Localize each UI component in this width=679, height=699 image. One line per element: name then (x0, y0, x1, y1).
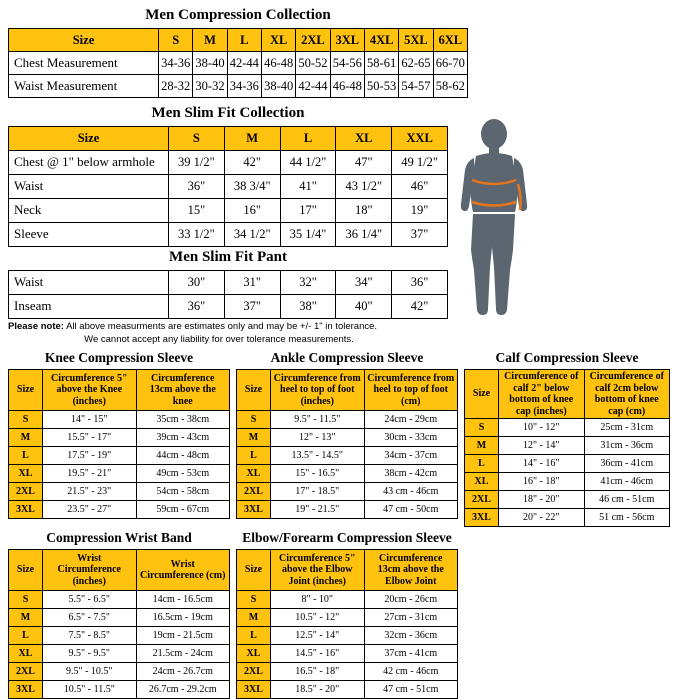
row-size: 2XL (237, 483, 271, 501)
cell: 38-40 (193, 52, 227, 75)
table-row (9, 447, 230, 465)
men-slim-fit-pant-block (8, 246, 448, 319)
column-header: Size (465, 370, 499, 419)
compression-wrist-band-block (8, 528, 230, 699)
table-row (9, 609, 230, 627)
column-header: Wrist Circumference (inches) (43, 550, 137, 591)
cell: 21.5cm - 24cm (136, 645, 230, 663)
men-compression-table (8, 28, 468, 98)
cell: 6.5" - 7.5" (43, 609, 137, 627)
row-label: Waist (9, 271, 169, 295)
cell: 9.5" - 9.5" (43, 645, 137, 663)
calf-table (464, 369, 670, 527)
row-size: M (465, 437, 499, 455)
table-row (9, 429, 230, 447)
cell: 46 cm - 51cm (584, 491, 670, 509)
row-size: 2XL (237, 663, 271, 681)
cell: 35 1/4" (280, 223, 336, 247)
cell: 54cm - 58cm (136, 483, 230, 501)
cell: 37" (392, 223, 448, 247)
table-row (237, 501, 458, 519)
table-row (465, 491, 670, 509)
cell: 34-36 (159, 52, 193, 75)
cell: 19.5" - 21" (43, 465, 137, 483)
table-row (9, 370, 230, 411)
calf-title: Calf Compression Sleeve (495, 350, 639, 365)
cell: 30-32 (193, 75, 227, 98)
table-row (237, 609, 458, 627)
cell: 36" (392, 271, 448, 295)
row-size: XL (237, 465, 271, 483)
row-size: M (9, 429, 43, 447)
table-row (9, 645, 230, 663)
cell: 58-62 (433, 75, 467, 98)
table-row (465, 370, 670, 419)
cell: 25cm - 31cm (584, 419, 670, 437)
cell: 16.5cm - 19cm (136, 609, 230, 627)
row-label: Neck (9, 199, 169, 223)
table-row (9, 29, 468, 52)
cell: 38-40 (261, 75, 295, 98)
row-size: L (237, 627, 271, 645)
cell: 44cm - 48cm (136, 447, 230, 465)
cell: 9.5" - 10.5" (43, 663, 137, 681)
cell: 38 3/4" (224, 175, 280, 199)
knee-title: Knee Compression Sleeve (44, 350, 194, 365)
cell: 20" - 22" (499, 509, 585, 527)
row-size: XL (9, 645, 43, 663)
cell: 47" (336, 151, 392, 175)
row-size: 2XL (465, 491, 499, 509)
cell: 36" (169, 295, 225, 319)
cell: 18" - 20" (499, 491, 585, 509)
cell: 50-52 (296, 52, 330, 75)
cell: 21.5" - 23" (43, 483, 137, 501)
knee-compression-sleeve-block (8, 348, 230, 519)
cell: 49 1/2" (392, 151, 448, 175)
table-row (9, 465, 230, 483)
men-slim-fit-pant-table (8, 270, 448, 319)
cell: 9.5" - 11.5" (271, 411, 365, 429)
column-header: Circumference from heel to top of foot (inches) (271, 370, 365, 411)
men-compression-collection-block (8, 4, 468, 98)
column-header: 2XL (296, 29, 330, 52)
column-header: XL (336, 127, 392, 151)
cell: 17.5" - 19" (43, 447, 137, 465)
table-row (237, 370, 458, 411)
cell: 46" (392, 175, 448, 199)
cell: 12" - 14" (499, 437, 585, 455)
cell: 24cm - 29cm (364, 411, 458, 429)
cell: 36cm - 41cm (584, 455, 670, 473)
table-row (9, 127, 448, 151)
cell: 27cm - 31cm (364, 609, 458, 627)
cell: 14" - 15" (43, 411, 137, 429)
row-size: 3XL (9, 501, 43, 519)
row-size: M (9, 609, 43, 627)
note-line-2: We cannot accept any liability for over tolerance measurements. (84, 333, 354, 345)
ankle-table (236, 369, 458, 519)
cell: 12.5" - 14" (271, 627, 365, 645)
table-row (9, 223, 448, 247)
table-row (237, 447, 458, 465)
table-row (9, 627, 230, 645)
cell: 14cm - 16.5cm (136, 591, 230, 609)
column-header: Size (9, 29, 159, 52)
cell: 46-48 (261, 52, 295, 75)
row-size: L (9, 627, 43, 645)
cell: 31cm - 36cm (584, 437, 670, 455)
cell: 17" - 18.5" (271, 483, 365, 501)
column-header: Circumference of calf 2cm below bottom of knee cap (cm) (584, 370, 670, 419)
column-header: 3XL (330, 29, 364, 52)
ankle-title: Ankle Compression Sleeve (270, 350, 424, 365)
table-row (237, 411, 458, 429)
table-row (9, 483, 230, 501)
row-label: Chest @ 1" below armhole (9, 151, 169, 175)
cell: 34" (336, 271, 392, 295)
cell: 32" (280, 271, 336, 295)
cell: 37" (224, 295, 280, 319)
table-row (237, 627, 458, 645)
cell: 66-70 (433, 52, 467, 75)
table-row (9, 663, 230, 681)
cell: 59cm - 67cm (136, 501, 230, 519)
cell: 54-56 (330, 52, 364, 75)
cell: 39 1/2" (169, 151, 225, 175)
column-header: Size (9, 127, 169, 151)
row-size: S (237, 591, 271, 609)
men-slim-fit-table (8, 126, 448, 247)
cell: 10.5" - 12" (271, 609, 365, 627)
cell: 18.5" - 20" (271, 681, 365, 699)
table-row (237, 663, 458, 681)
column-header: S (159, 29, 193, 52)
table-row (465, 455, 670, 473)
cell: 31" (224, 271, 280, 295)
table-row (9, 591, 230, 609)
table-row (9, 199, 448, 223)
row-size: XL (465, 473, 499, 491)
cell: 36" (169, 175, 225, 199)
column-header: Size (9, 550, 43, 591)
cell: 42-44 (227, 52, 261, 75)
cell: 30" (169, 271, 225, 295)
cell: 43 1/2" (336, 175, 392, 199)
row-size: 2XL (9, 483, 43, 501)
men-slim-fit-collection-block (8, 102, 448, 247)
table-row (237, 550, 458, 591)
cell: 20cm - 26cm (364, 591, 458, 609)
mannequin-figure (446, 118, 542, 318)
cell: 14.5" - 16" (271, 645, 365, 663)
row-size: S (9, 591, 43, 609)
cell: 13.5" - 14.5" (271, 447, 365, 465)
cell: 33 1/2" (169, 223, 225, 247)
table-row (465, 419, 670, 437)
cell: 8" - 10" (271, 591, 365, 609)
row-label: Inseam (9, 295, 169, 319)
cell: 42" (224, 151, 280, 175)
table-row (465, 509, 670, 527)
cell: 28-32 (159, 75, 193, 98)
cell: 62-65 (399, 52, 433, 75)
table-row (237, 465, 458, 483)
ankle-compression-sleeve-block (236, 348, 458, 519)
cell: 38" (280, 295, 336, 319)
row-size: XL (9, 465, 43, 483)
column-header: M (193, 29, 227, 52)
row-label: Waist (9, 175, 169, 199)
cell: 5.5" - 6.5" (43, 591, 137, 609)
cell: 41cm - 46cm (584, 473, 670, 491)
row-size: L (237, 447, 271, 465)
table-row (465, 473, 670, 491)
row-label: Waist Measurement (9, 75, 159, 98)
table-row (9, 271, 448, 295)
elbow-title: Elbow/Forearm Compression Sleeve (242, 530, 452, 545)
tolerance-note (8, 321, 458, 347)
column-header: Size (237, 370, 271, 411)
cell: 14" - 16" (499, 455, 585, 473)
table-row (9, 175, 448, 199)
cell: 15.5" - 17" (43, 429, 137, 447)
cell: 16" (224, 199, 280, 223)
column-header: L (280, 127, 336, 151)
cell: 35cm - 38cm (136, 411, 230, 429)
row-size: 2XL (9, 663, 43, 681)
cell: 47 cm - 51cm (364, 681, 458, 699)
table-row (9, 411, 230, 429)
row-size: M (237, 609, 271, 627)
note-line-1: All above measurments are estimates only and may be +/- 1" in tolerance. (63, 321, 378, 332)
wrist-title: Compression Wrist Band (46, 530, 192, 545)
row-size: M (237, 429, 271, 447)
cell: 17" (280, 199, 336, 223)
column-header: 5XL (399, 29, 433, 52)
table-row (237, 591, 458, 609)
table-row (237, 429, 458, 447)
column-header: 6XL (433, 29, 467, 52)
men-compression-title: Men Compression Collection (145, 7, 331, 23)
row-size: 3XL (237, 681, 271, 699)
cell: 42 cm - 46cm (364, 663, 458, 681)
column-header: Circumference of calf 2" below bottom of knee cap (inches) (499, 370, 585, 419)
cell: 12" - 13" (271, 429, 365, 447)
cell: 19cm - 21.5cm (136, 627, 230, 645)
cell: 42-44 (296, 75, 330, 98)
column-header: M (224, 127, 280, 151)
row-label: Sleeve (9, 223, 169, 247)
row-size: S (9, 411, 43, 429)
cell: 23.5" - 27" (43, 501, 137, 519)
row-size: 3XL (9, 681, 43, 699)
cell: 7.5" - 8.5" (43, 627, 137, 645)
cell: 40" (336, 295, 392, 319)
men-slim-fit-title: Men Slim Fit Collection (151, 105, 305, 121)
cell: 44 1/2" (280, 151, 336, 175)
cell: 32cm - 36cm (364, 627, 458, 645)
cell: 46-48 (330, 75, 364, 98)
cell: 43 cm - 46cm (364, 483, 458, 501)
table-row (9, 151, 448, 175)
cell: 54-57 (399, 75, 433, 98)
table-row (9, 550, 230, 591)
cell: 47 cm - 50cm (364, 501, 458, 519)
column-header: Circumference 13cm above the knee (136, 370, 230, 411)
column-header: S (169, 127, 225, 151)
cell: 24cm - 26.7cm (136, 663, 230, 681)
table-row (465, 437, 670, 455)
table-row (9, 52, 468, 75)
cell: 37cm - 41cm (364, 645, 458, 663)
cell: 50-53 (364, 75, 398, 98)
elbow-table (236, 549, 458, 699)
men-slim-fit-pant-title: Men Slim Fit Pant (169, 249, 287, 265)
elbow-forearm-compression-sleeve-block (236, 528, 458, 699)
cell: 49cm - 53cm (136, 465, 230, 483)
row-size: L (465, 455, 499, 473)
cell: 15" (169, 199, 225, 223)
column-header: Circumference from heel to top of foot (cm) (364, 370, 458, 411)
cell: 30cm - 33cm (364, 429, 458, 447)
table-row (9, 75, 468, 98)
cell: 58-61 (364, 52, 398, 75)
cell: 34 1/2" (224, 223, 280, 247)
table-row (9, 501, 230, 519)
column-header: Size (9, 370, 43, 411)
cell: 51 cm - 56cm (584, 509, 670, 527)
wrist-table (8, 549, 230, 699)
column-header: Circumference 5" above the Knee (inches) (43, 370, 137, 411)
row-size: XL (237, 645, 271, 663)
cell: 34-36 (227, 75, 261, 98)
table-row (237, 681, 458, 699)
row-size: L (9, 447, 43, 465)
cell: 42" (392, 295, 448, 319)
row-size: S (237, 411, 271, 429)
cell: 19" (392, 199, 448, 223)
table-row (9, 295, 448, 319)
row-label: Chest Measurement (9, 52, 159, 75)
column-header: Circumference 5" above the Elbow Joint (inches) (271, 550, 365, 591)
cell: 16.5" - 18" (271, 663, 365, 681)
table-row (237, 645, 458, 663)
cell: 34cm - 37cm (364, 447, 458, 465)
calf-compression-sleeve-block (464, 348, 670, 527)
column-header: Size (237, 550, 271, 591)
cell: 36 1/4" (336, 223, 392, 247)
table-row (237, 483, 458, 501)
column-header: L (227, 29, 261, 52)
column-header: Wrist Circumference (cm) (136, 550, 230, 591)
column-header: 4XL (364, 29, 398, 52)
column-header: Circumference 13cm above the Elbow Joint (364, 550, 458, 591)
knee-table (8, 369, 230, 519)
row-size: 3XL (237, 501, 271, 519)
cell: 26.7cm - 29.2cm (136, 681, 230, 699)
row-size: S (465, 419, 499, 437)
column-header: XXL (392, 127, 448, 151)
row-size: 3XL (465, 509, 499, 527)
cell: 38cm - 42cm (364, 465, 458, 483)
cell: 19" - 21.5" (271, 501, 365, 519)
cell: 39cm - 43cm (136, 429, 230, 447)
table-row (9, 681, 230, 699)
cell: 18" (336, 199, 392, 223)
cell: 10.5" - 11.5" (43, 681, 137, 699)
cell: 41" (280, 175, 336, 199)
cell: 15" - 16.5" (271, 465, 365, 483)
cell: 10" - 12" (499, 419, 585, 437)
cell: 16" - 18" (499, 473, 585, 491)
note-bold-prefix: Please note: (8, 321, 64, 332)
column-header: XL (261, 29, 295, 52)
